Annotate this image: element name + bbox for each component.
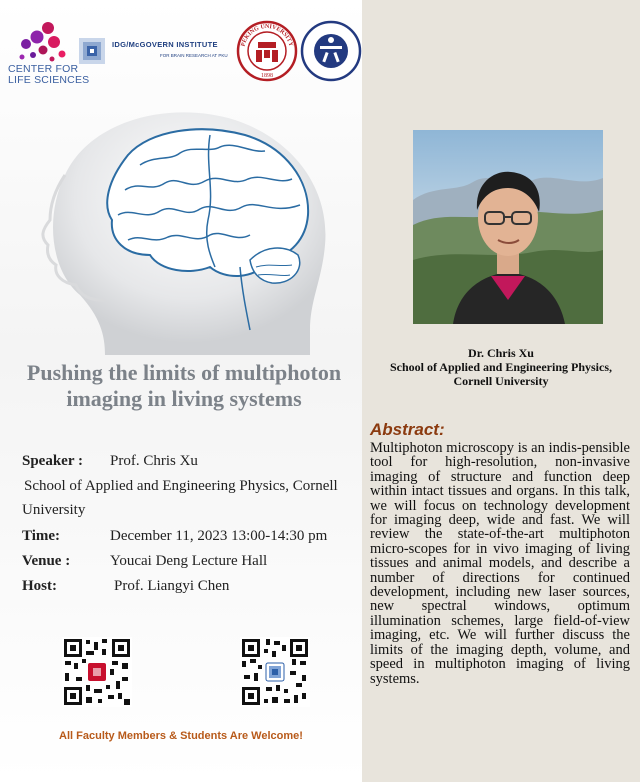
talk-title-line-1: Pushing the limits of multiphoton <box>26 360 342 385</box>
abstract-heading: Abstract: <box>370 420 445 439</box>
speaker-card <box>362 346 640 388</box>
affiliation-line-2: University <box>22 502 86 518</box>
abstract-text: Multiphoton microscopy is an indis-pensible tool for high-resolution, non-invasive imaging of structure and function deep within intact tissues and organs. In this talk, we will focus on technology development for imaging deep, wide and fast. We will review the state-of-the-art multiphoton micro-scopes for in vivo imaging of living tissues and animal models, and describe a number of directions for continued development, including new laser sources, new spectral windows, optimum illumination schemes, large field-of-view imaging, etc. We will further discuss the limits of the imaging depth, volume, and speed in multiphoton imaging of living systems. <box>370 440 630 687</box>
affiliation-line-1: School of Applied and Engineering Physics, Cornell <box>24 478 338 494</box>
venue-row <box>22 553 268 570</box>
host-label: Host: <box>22 578 57 594</box>
idg-institute-name: IDG/McGOVERN INSTITUTE <box>112 40 218 49</box>
cls-line-2: LIFE SCIENCES <box>8 74 90 86</box>
host-value: Prof. Liangyi Chen <box>114 578 230 594</box>
time-row <box>22 528 328 545</box>
idg-institute-subtitle: FOR BRAIN RESEARCH AT PKU <box>160 53 228 58</box>
qr-code-left[interactable] <box>62 637 132 707</box>
venue-label: Venue : <box>22 553 71 569</box>
host-row <box>22 578 230 595</box>
speaker-name: Dr. Chris Xu <box>468 346 534 360</box>
center-for-life-sciences-text <box>8 64 89 86</box>
time-label: Time: <box>22 528 61 544</box>
speaker-department: School of Applied and Engineering Physics, <box>389 360 613 374</box>
talk-title <box>14 360 354 412</box>
brain-head-illustration <box>10 95 355 355</box>
speaker-photo <box>413 130 603 324</box>
welcome-message: All Faculty Members & Students Are Welcome! <box>59 730 303 742</box>
research-institute-seal <box>300 20 362 82</box>
speaker-value: Prof. Chris Xu <box>110 453 198 469</box>
time-value: December 11, 2023 13:00-14:30 pm <box>110 528 328 544</box>
cls-line-1: CENTER FOR <box>8 63 79 75</box>
qr-code-right[interactable] <box>240 637 310 707</box>
speaker-label: Speaker : <box>22 453 83 469</box>
talk-title-line-2: imaging in living systems <box>66 386 302 411</box>
svg-text:PEKING UNIVERSITY: PEKING UNIVERSITY <box>240 23 294 48</box>
peking-university-seal <box>236 20 298 82</box>
venue-value: Youcai Deng Lecture Hall <box>110 553 268 569</box>
speaker-row <box>22 453 198 470</box>
svg-text:1898: 1898 <box>261 73 273 79</box>
idg-mcgovern-logo-icon <box>79 38 105 64</box>
speaker-university: Cornell University <box>453 374 549 388</box>
